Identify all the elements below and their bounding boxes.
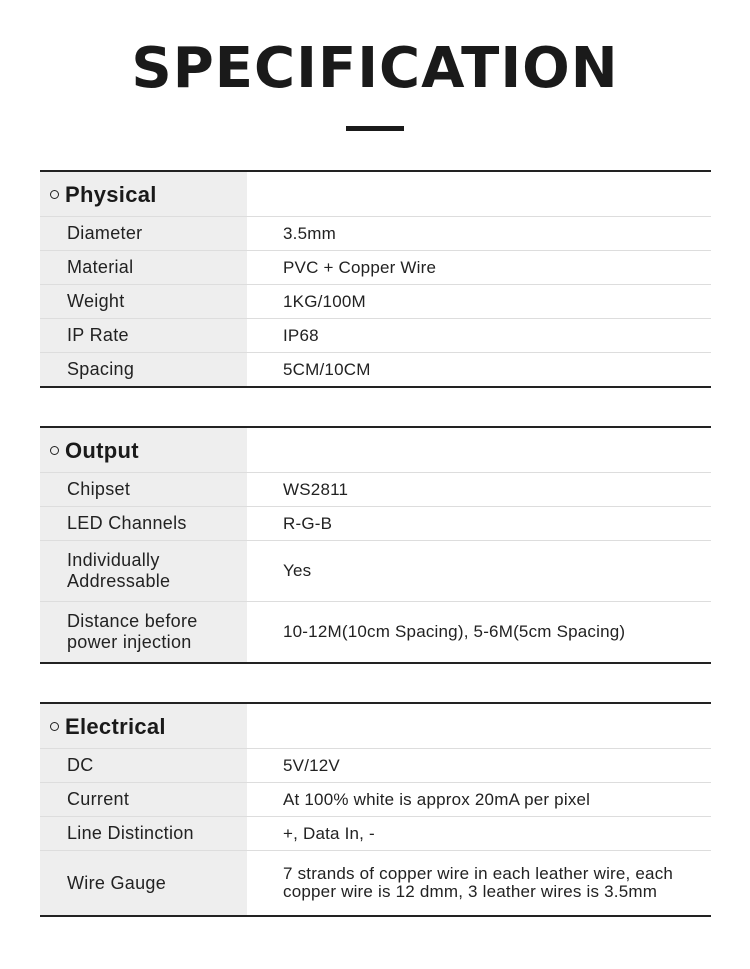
row-label: LED Channels: [40, 507, 247, 540]
table-row: [40, 850, 711, 915]
table-row: [40, 352, 711, 386]
row-label: DC: [40, 749, 247, 782]
section-header: [40, 428, 711, 472]
table-row: [40, 472, 711, 506]
row-value: WS2811: [283, 479, 349, 499]
page-title: SPECIFICATION: [131, 36, 619, 101]
row-value: IP68: [283, 325, 319, 345]
section-header: [40, 704, 711, 748]
row-value: 7 strands of copper wire in each leather wire, each copper wire is 12 dmm, 3 leather wires is 3.5mm: [283, 864, 674, 901]
row-label: Line Distinction: [40, 817, 247, 850]
row-value: +, Data In, -: [283, 823, 375, 843]
table-row: [40, 601, 711, 662]
row-value: R-G-B: [283, 513, 333, 533]
table-row: [40, 748, 711, 782]
table-row: [40, 216, 711, 250]
table-row: [40, 782, 711, 816]
row-label: Individually Addressable: [40, 541, 247, 601]
circle-bullet-icon: [50, 190, 59, 199]
row-label: Chipset: [40, 473, 247, 506]
row-value: 5CM/10CM: [283, 359, 371, 379]
section-title: Physical: [65, 181, 157, 207]
section-electrical: [40, 702, 711, 917]
row-label: IP Rate: [40, 319, 247, 352]
row-label: Diameter: [40, 217, 247, 250]
row-value: 3.5mm: [283, 223, 336, 243]
row-value: 1KG/100M: [283, 291, 366, 311]
section-physical: [40, 170, 711, 388]
row-value: Yes: [283, 561, 312, 580]
title-underline: [346, 126, 404, 131]
section-output: [40, 426, 711, 664]
row-value: 5V/12V: [283, 755, 340, 775]
row-value: At 100% white is approx 20mA per pixel: [283, 789, 591, 809]
section-title: Output: [65, 437, 139, 463]
row-label: Distance before power injection: [40, 602, 247, 662]
table-row: [40, 250, 711, 284]
row-label: Wire Gauge: [40, 851, 247, 915]
circle-bullet-icon: [50, 722, 59, 731]
table-row: [40, 540, 711, 601]
table-row: [40, 318, 711, 352]
table-row: [40, 284, 711, 318]
row-label: Current: [40, 783, 247, 816]
table-row: [40, 816, 711, 850]
table-row: [40, 506, 711, 540]
row-value: PVC + Copper Wire: [283, 257, 437, 277]
row-value: 10-12M(10cm Spacing), 5-6M(5cm Spacing): [283, 622, 626, 641]
row-label: Spacing: [40, 353, 247, 386]
circle-bullet-icon: [50, 446, 59, 455]
section-title: Electrical: [65, 713, 166, 739]
row-label: Material: [40, 251, 247, 284]
section-header: [40, 172, 711, 216]
row-label: Weight: [40, 285, 247, 318]
